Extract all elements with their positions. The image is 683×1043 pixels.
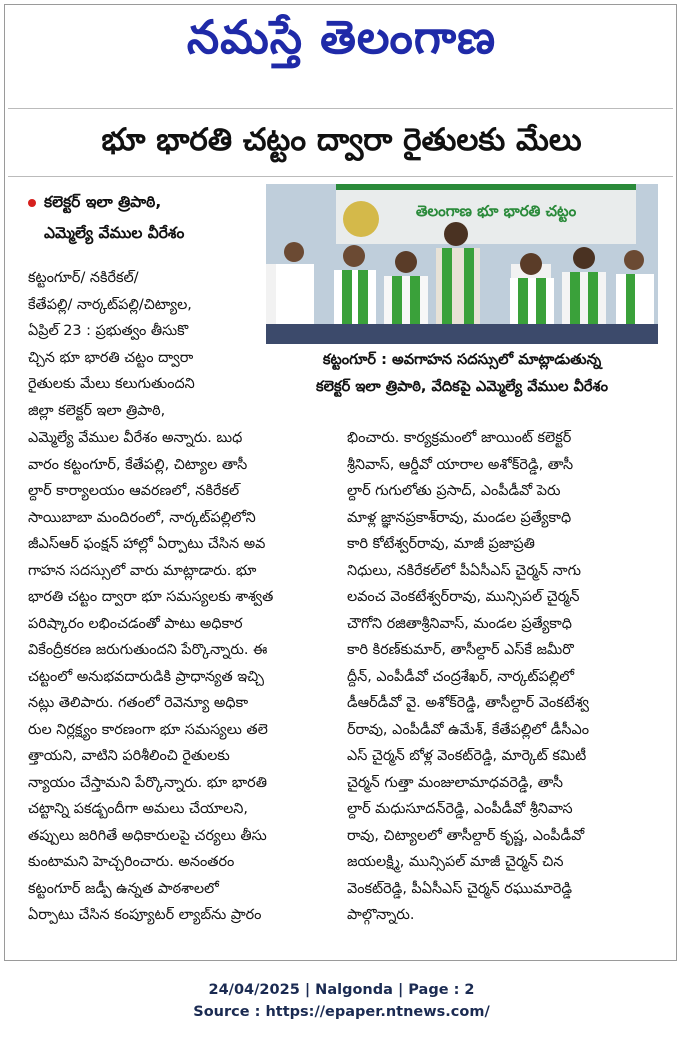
- banner-text: తెలంగాణ భూ భారతి చట్టం: [415, 202, 577, 220]
- body-line: చౌగోని రజితాశ్రీనివాస్, మండల ప్రత్యేకాధి: [347, 615, 572, 632]
- body-line: న్యాయం చేస్తామని పేర్కొన్నారు. భూ భారతి: [28, 774, 267, 791]
- body-line: నట్లు తెలిపారు. గతంలో రెవెన్యూ అధికా: [28, 695, 249, 711]
- body-line: ఎస్ చైర్మన్ బోళ్ల వెంకట్‌రెడ్డి, మార్కెట్ కమిటీ: [347, 748, 587, 764]
- body-line: పరిష్కారం లభించడంతో పాటు అధికార: [28, 615, 243, 632]
- body-line: నిధులు, నకిరేకల్‌లో పీఏసీఎస్ చైర్మన్ నాగు: [347, 562, 581, 579]
- body-line: ఎమ్మెల్యే వేముల వీరేశం అన్నారు. బుధ: [28, 430, 243, 446]
- body-line: సాయిబాబా మందిరంలో, నార్కట్‌పల్లిలోని: [28, 509, 256, 526]
- body-line: లవంచ వెంకటేశ్వర్‌రావు, మున్సిపల్ చైర్మన్: [347, 589, 580, 605]
- body-line: చట్టాన్ని పకడ్బందీగా అమలు చేయాలని,: [28, 801, 248, 817]
- body-line: కారి కిరణ్‌కుమార్, తాసీల్దార్ ఎస్‌కే జమీరొ: [347, 642, 574, 658]
- event-stage-illustration: [266, 184, 658, 344]
- caption-line: కలెక్టర్ ఇలా త్రిపాఠి, వేదికపై ఎమ్మెల్యే వేముల వీరేశం: [316, 378, 608, 395]
- photo-caption: [266, 346, 658, 400]
- subheads: [28, 187, 264, 249]
- footer-source: Source : https://epaper.ntnews.com/: [193, 1004, 490, 1020]
- body-line: చైర్మన్ గుత్తా మంజులామాధవరెడ్డి, తాసీ: [347, 774, 564, 791]
- article-body-left: [28, 425, 338, 929]
- divider: [8, 176, 673, 177]
- body-line: ర్‌రావు, ఎంపీడీవో ఉమేశ్, కేతేపల్లిలో డీసీఎం: [347, 721, 590, 738]
- body-line: రావు, చిట్యాలలో తాసీల్దార్ కృష్ణ, ఎంపీడీవో: [347, 827, 585, 844]
- body-line: కారి కోటేశ్వర్‌రావు, మాజీ ప్రజాప్రతి: [347, 536, 535, 552]
- body-line: ల్దార్ కార్యాలయం ఆవరణలో, నకిరేకల్: [28, 483, 240, 499]
- body-line: శ్రీనివాస్, ఆర్డీవో యారాల అశోక్‌రెడ్డి, తాసీ: [347, 456, 574, 473]
- body-line: ల్దార్ గుగులోతు ప్రసాద్, ఎంపీడీవో పెరు: [347, 483, 561, 499]
- body-line: వెంకట్‌రెడ్డి, పీఏసీఎస్ చైర్మన్ రఘుమారెడ్డి: [347, 880, 573, 897]
- newspaper-masthead: నమస్తే తెలంగాణ: [186, 10, 497, 64]
- body-line: త్తాయని, వాటిని పరిశీలించి రైతులకు: [28, 748, 230, 764]
- caption-line: కట్టంగూర్ : అవగాహన సదస్సులో మాట్లాడుతున్న: [322, 351, 602, 368]
- subhead-line: కలెక్టర్ ఇలా త్రిపాఠి,: [28, 187, 264, 218]
- body-line: చట్టంలో అనుభవదారుడికి ప్రాధాన్యత ఇచ్చి: [28, 668, 264, 685]
- body-line: ద్దీన్, ఎంపీడీవో చంద్రశేఖర్, నార్కట్‌పల్లిలో: [347, 668, 575, 685]
- body-line: రుల నిర్లక్ష్యం కారణంగా భూ సమస్యలు తలె: [28, 721, 268, 738]
- article-body-left-top: [28, 265, 260, 424]
- article-body-right: [347, 425, 659, 929]
- bullet-icon: [28, 199, 36, 207]
- body-line: కేతేపల్లి/ నార్కట్‌పల్లి/చిట్యాల,: [28, 296, 192, 313]
- body-line: వారం కట్టంగూర్, కేతేపల్లి, చిట్యాల తాసీ: [28, 456, 248, 473]
- body-line: గాహన సదస్సులో వారు మాట్లాడారు. భూ: [28, 562, 257, 579]
- body-line: ఏర్పాటు చేసిన కంప్యూటర్ ల్యాబ్‌ను ప్రారం: [28, 907, 262, 923]
- body-line: చ్చిన భూ భారతి చట్టం ద్వారా: [28, 349, 194, 366]
- article-photo: [266, 184, 658, 344]
- body-line: ల్దార్ మధుసూదన్‌రెడ్డి, ఎంపీడీవో శ్రీనివాస: [347, 801, 573, 817]
- article-headline: భూ భారతి చట్టం ద్వారా రైతులకు మేలు: [101, 122, 582, 158]
- body-line: జయలక్ష్మి, మున్సిపల్ మాజీ చైర్మన్ చిన: [347, 854, 564, 870]
- body-line: భించారు. కార్యక్రమంలో జాయింట్ కలెక్టర్: [347, 430, 572, 446]
- stage-table: [266, 324, 658, 344]
- body-line: పాల్గొన్నారు.: [347, 907, 415, 923]
- body-line: భారతి చట్టం ద్వారా భూ సమస్యలకు శాశ్వత: [28, 589, 274, 605]
- body-line: వికేంద్రీకరణ జరుగుతుందని పేర్కొన్నారు. ఈ: [28, 642, 268, 658]
- body-line: తప్పులు జరిగితే అధికారులపై చర్యలు తీసు: [28, 827, 267, 844]
- subhead-line: ఎమ్మెల్యే వేముల వీరేశం: [44, 224, 185, 242]
- body-line: కట్టంగూర్ జడ్పీ ఉన్నత పాఠశాలలో: [28, 880, 219, 897]
- body-line: రైతులకు మేలు కలుగుతుందని: [28, 376, 195, 392]
- body-line: జీఎస్‌ఆర్ ఫంక్షన్ హాల్లో ఏర్పాటు చేసిన అవ: [28, 536, 266, 552]
- body-line: డీఆర్‌డీవో వై. అశోక్‌రెడ్డి, తాసీల్దార్ వెంకటేశ్వ: [347, 695, 590, 711]
- body-line: మాళ్ల జ్ఞానప్రకాశ్‌రావు, మండల ప్రత్యేకాధి: [347, 509, 572, 526]
- footer-date-edition: 24/04/2025 | Nalgonda | Page : 2: [208, 982, 475, 998]
- body-line: ఏప్రిల్ 23 : ప్రభుత్వం తీసుకొ: [28, 323, 189, 339]
- body-line: కట్టంగూర్/ నకిరేకల్/: [28, 270, 139, 286]
- body-line: జిల్లా కలెక్టర్ ఇలా త్రిపాఠి,: [28, 402, 166, 419]
- divider: [8, 108, 673, 109]
- body-line: కుంటామని హెచ్చరించారు. అనంతరం: [28, 854, 235, 870]
